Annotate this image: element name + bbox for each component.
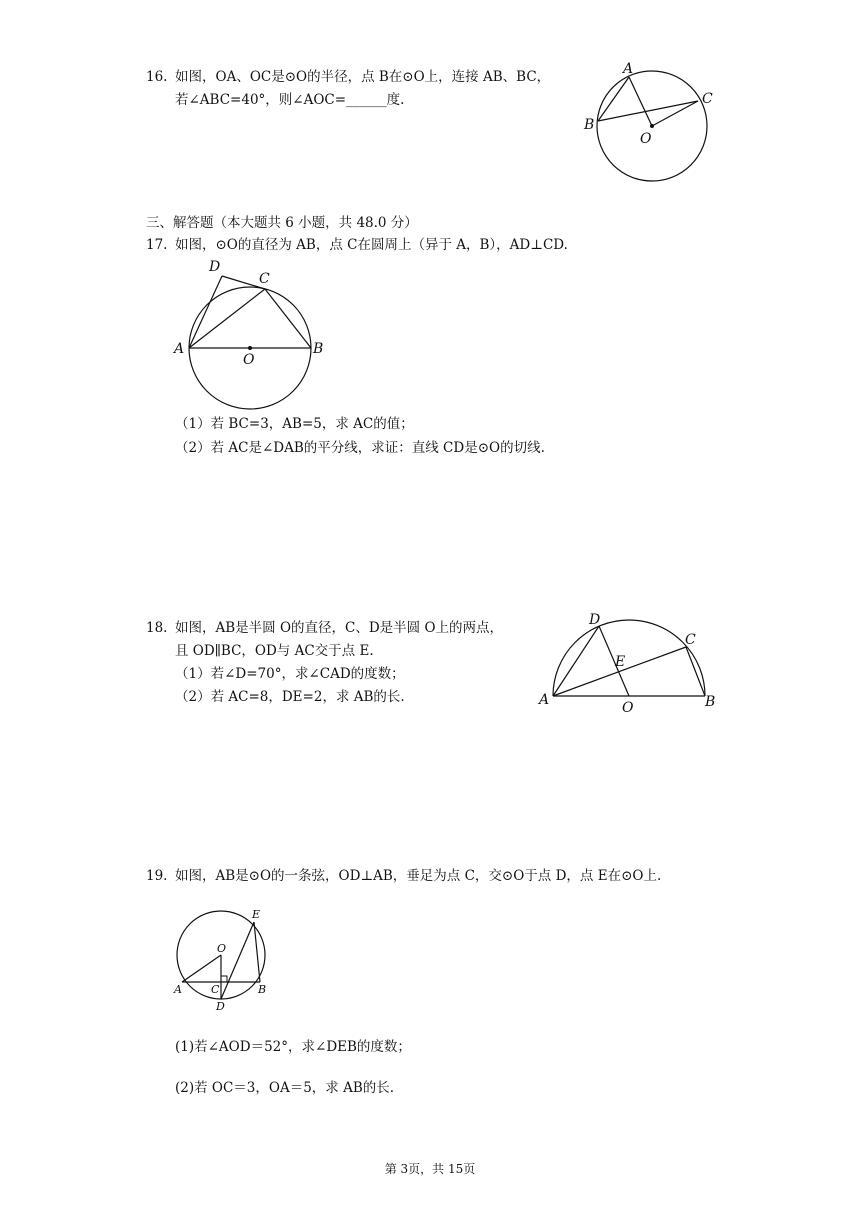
q18-text-line1: 如图，AB是半圆 O的直径，C、D是半圆 O上的两点， xyxy=(175,620,504,636)
q18-segment-bc xyxy=(686,647,705,696)
q18-label-o: O xyxy=(622,700,634,716)
q19-right-angle-mark xyxy=(221,976,227,982)
q19-label-o: O xyxy=(217,942,227,955)
q17-segment-bc xyxy=(265,289,311,348)
q16-text-line2: 若∠ABC=40°，则∠AOC=______度. xyxy=(175,92,405,108)
q19-label-c: C xyxy=(211,983,220,996)
q19-label-b: B xyxy=(258,983,267,996)
q16-segment-ab xyxy=(598,77,629,121)
q16-segment-oa xyxy=(629,77,652,126)
q19-part1: (1)若∠AOD＝52°，求∠DEB的度数； xyxy=(175,1039,411,1055)
q18-label-e: E xyxy=(615,654,626,670)
q17-label-c: C xyxy=(259,271,270,287)
q18-figure xyxy=(535,608,725,718)
q18-label-c: C xyxy=(685,632,696,648)
q18-number: 18. xyxy=(146,620,168,636)
q17-center-dot xyxy=(248,346,252,350)
q18-segment-ad xyxy=(553,626,599,696)
q19-figure xyxy=(172,902,282,1022)
q16-segment-oc xyxy=(652,101,698,126)
q17-text-line1: 如图，⊙O的直径为 AB，点 C在圆周上（异于 A，B），AD⊥CD. xyxy=(175,237,568,253)
q16-label-o: O xyxy=(640,131,652,147)
q18-text-line2: 且 OD∥BC，OD与 AC交于点 E. xyxy=(175,643,374,659)
q17-part1: （1）若 BC=3，AB=5，求 AC的值； xyxy=(175,416,414,432)
q18-label-a: A xyxy=(539,692,550,708)
q16-number: 16. xyxy=(146,69,168,85)
q16-text-line1: 如图，OA、OC是⊙O的半径，点 B在⊙O上，连接 AB、BC， xyxy=(175,69,551,85)
q19-segment-oa xyxy=(182,955,221,982)
q18-label-b: B xyxy=(705,694,716,710)
q16-label-a: A xyxy=(623,61,634,77)
q17-label-o: O xyxy=(243,352,255,368)
q19-label-a: A xyxy=(174,983,182,996)
q19-segment-eb xyxy=(254,922,260,982)
q18-part2: （2）若 AC=8，DE=2，求 AB的长. xyxy=(175,689,405,705)
q17-number: 17. xyxy=(146,237,168,253)
q19-segment-de xyxy=(221,922,254,999)
q17-figure xyxy=(170,258,340,408)
q18-part1: （1）若∠D=70°，求∠CAD的度数； xyxy=(175,666,405,682)
q19-label-e: E xyxy=(252,908,261,921)
q19-text-line1: 如图，AB是⊙O的一条弦，OD⊥AB，垂足为点 C，交⊙O于点 D，点 E在⊙O上. xyxy=(175,868,662,884)
section-heading: 三、解答题（本大题共 6 小题，共 48.0 分） xyxy=(146,215,418,231)
q18-label-d: D xyxy=(589,612,601,628)
q17-segment-ac xyxy=(189,289,265,348)
q19-part2: (2)若 OC＝3，OA＝5，求 AB的长. xyxy=(175,1080,395,1096)
q17-segment-ad xyxy=(189,276,222,348)
q16-center-dot xyxy=(650,124,654,128)
q19-number: 19. xyxy=(146,868,168,884)
q17-label-b: B xyxy=(313,341,324,357)
q18-semicircle xyxy=(553,620,705,696)
page-footer: 第 3页，共 15页 xyxy=(384,1162,476,1176)
q19-label-d: D xyxy=(216,1000,225,1013)
q16-figure xyxy=(580,58,730,188)
q16-label-c: C xyxy=(702,91,713,107)
q17-part2: （2）若 AC是∠DAB的平分线，求证：直线 CD是⊙O的切线. xyxy=(175,440,545,456)
q17-label-d: D xyxy=(209,259,221,275)
q16-label-b: B xyxy=(584,117,595,133)
q17-label-a: A xyxy=(174,341,185,357)
